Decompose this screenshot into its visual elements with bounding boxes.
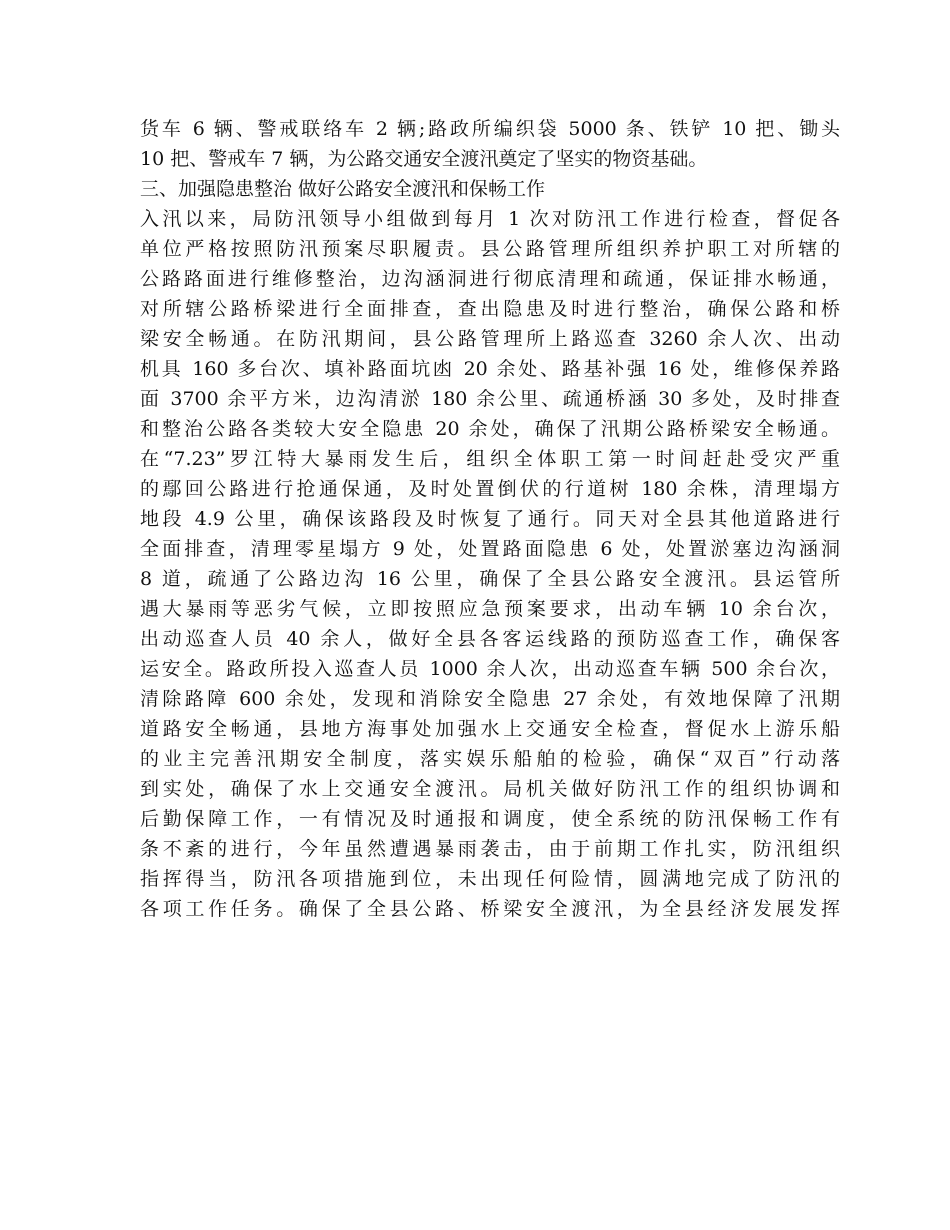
text-line-26: 指挥得当，防汛各项措施到位，未出现任何险情，圆满地完成了防汛的 — [140, 868, 840, 890]
text-line-6: 公路路面进行维修整治，边沟涵洞进行彻底清理和疏通，保证排水畅通， — [140, 268, 840, 290]
text-line-11: 和整治公路各类较大安全隐患 20 余处，确保了汛期公路桥梁安全畅通。 — [140, 418, 840, 440]
text-line-12: 在“7.23”罗江特大暴雨发生后，组织全体职工第一时间赶赴受灾严重 — [140, 448, 840, 470]
text-line-13: 的鄢回公路进行抢通保通，及时处置倒伏的行道树 180 余株，清理塌方 — [140, 478, 840, 500]
text-line-19: 运安全。路政所投入巡查人员 1000 余人次，出动巡查车辆 500 余台次， — [140, 658, 840, 680]
text-line-24: 后勤保障工作，一有情况及时通报和调度，使全系统的防汛保畅工作有 — [140, 808, 840, 830]
text-line-23: 到实处，确保了水上交通安全渡汛。局机关做好防汛工作的组织协调和 — [140, 778, 840, 800]
text-line-20: 清除路障 600 余处，发现和消除安全隐患 27 余处，有效地保障了汛期 — [140, 688, 840, 710]
text-line-4: 入汛以来，局防汛领导小组做到每月 1 次对防汛工作进行检查，督促各 — [140, 208, 840, 230]
text-line-2: 10 把、警戒车 7 辆，为公路交通安全渡汛奠定了坚实的物资基础。 — [140, 148, 708, 170]
text-line-25: 条不紊的进行，今年虽然遭遇暴雨袭击，由于前期工作扎实，防汛组织 — [140, 838, 840, 860]
text-line-27: 各项工作任务。确保了全县公路、桥梁安全渡汛，为全县经济发展发挥 — [140, 898, 840, 920]
text-line-21: 道路安全畅通，县地方海事处加强水上交通安全检查，督促水上游乐船 — [140, 718, 840, 740]
text-line-9: 机具 160 多台次、填补路面坑凼 20 余处、路基补强 16 处，维修保养路 — [140, 358, 840, 380]
text-line-15: 全面排查，清理零星塌方 9 处，处置路面隐患 6 处，处置淤塞边沟涵洞 — [140, 538, 840, 560]
text-line-7: 对所辖公路桥梁进行全面排查，查出隐患及时进行整治，确保公路和桥 — [140, 298, 840, 320]
text-line-8: 梁安全畅通。在防汛期间，县公路管理所上路巡查 3260 余人次、出动 — [140, 328, 840, 350]
text-line-22: 的业主完善汛期安全制度，落实娱乐船舶的检验，确保“双百”行动落 — [140, 748, 840, 770]
text-line-1: 货车 6 辆、警戒联络车 2 辆;路政所编织袋 5000 条、铁铲 10 把、锄头 — [140, 118, 840, 140]
text-line-10: 面 3700 余平方米，边沟清淤 180 余公里、疏通桥涵 30 多处，及时排查 — [140, 388, 840, 410]
body-text — [140, 114, 840, 924]
text-line-18: 出动巡查人员 40 余人，做好全县各客运线路的预防巡查工作，确保客 — [140, 628, 840, 650]
text-line-5: 单位严格按照防汛预案尽职履责。县公路管理所组织养护职工对所辖的 — [140, 238, 840, 260]
section-heading: 三、加强隐患整治 做好公路安全渡汛和保畅工作 — [140, 178, 546, 200]
text-line-17: 遇大暴雨等恶劣气候，立即按照应急预案要求，出动车辆 10 余台次， — [140, 598, 840, 620]
text-line-16: 8 道，疏通了公路边沟 16 公里，确保了全县公路安全渡汛。县运管所 — [140, 568, 840, 590]
text-line-14: 地段 4.9 公里，确保该路段及时恢复了通行。同天对全县其他道路进行 — [140, 508, 840, 530]
